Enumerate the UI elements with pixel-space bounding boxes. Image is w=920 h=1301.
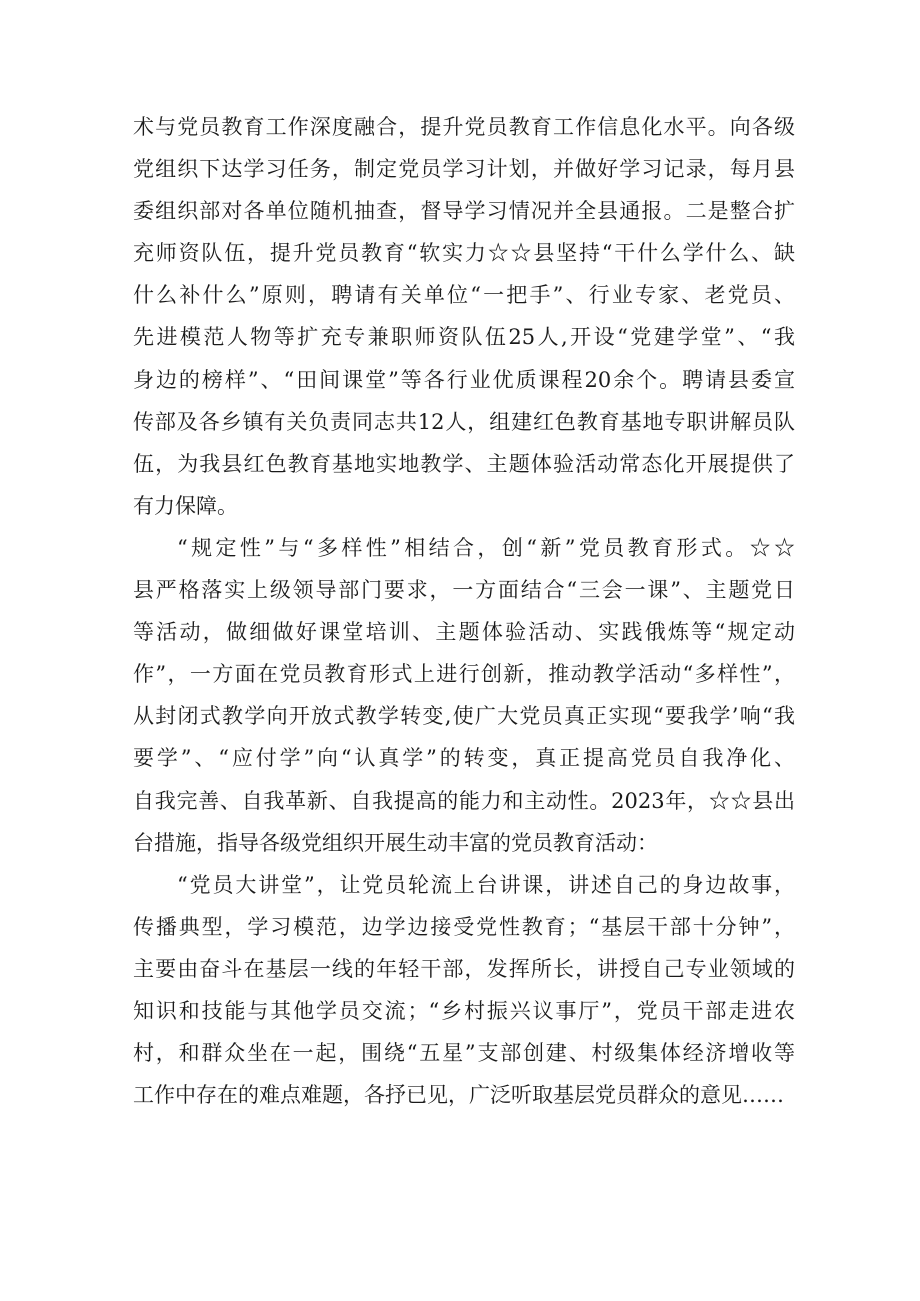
paragraph-1 bbox=[133, 106, 795, 527]
text-line: 委组织部对各单位随机抽查，督导学习情况并全县通报。二是整合扩 bbox=[133, 199, 795, 224]
text-line: 从封闭式教学向开放式教学转变,使广大党员真正实现“要我学’响“我 bbox=[133, 704, 795, 729]
text-line: 等活动，做细做好课堂培训、主题体验活动、实践俄炼等“规定动 bbox=[133, 620, 795, 645]
text-line: 先进模范人物等扩充专兼职师资队伍25人,开设“党建学堂”、“我 bbox=[133, 325, 795, 350]
text-line: 术与党员教育工作深度融合，提升党员教育工作信息化水平。向各级 bbox=[133, 115, 795, 139]
text-line: 村，和群众坐在一起，围绕“五星”支部创建、村级集体经济增收等 bbox=[133, 1041, 795, 1066]
text-line: 作”，一方面在党员教育形式上进行创新，推动教学活动“多样性”， bbox=[133, 662, 795, 687]
text-line: 知识和技能与其他学员交流；“乡村振兴议事厅”，党员干部走进农 bbox=[133, 998, 795, 1023]
text-line: 身边的榜样”、“田间课堂”等各行业优质课程20余个。聘请县委宣 bbox=[133, 367, 795, 392]
text-line: 工作中存在的难点难题，各抒已见，广泛听取基层党员群众的意见…… bbox=[133, 1083, 784, 1108]
text-line: 党组织下达学习任务，制定党员学习计划，并做好学习记录，每月县 bbox=[133, 157, 795, 182]
text-line: 伍，为我县红色教育基地实地教学、主题体验活动常态化开展提供了 bbox=[133, 451, 795, 476]
text-line: “规定性”与“多样性”相结合，创“新”党员教育形式。☆☆ bbox=[177, 535, 795, 560]
document-body bbox=[133, 106, 795, 1116]
text-line: 台措施，指导各级党组织开展生动丰富的党员教育活动： bbox=[133, 830, 658, 855]
text-line: 有力保障。 bbox=[133, 493, 238, 518]
paragraph-2 bbox=[133, 527, 795, 864]
paragraph-3 bbox=[133, 864, 795, 1117]
text-line: 要学”、“应付学”向“认真学”的转变，真正提高党员自我净化、 bbox=[133, 746, 795, 771]
text-line: 自我完善、自我革新、自我提高的能力和主动性。2023年，☆☆县出 bbox=[133, 788, 795, 813]
text-line: 传部及各乡镇有关负责同志共12人，组建红色教育基地专职讲解员队 bbox=[133, 409, 795, 434]
text-line: 什么补什么”原则，聘请有关单位“一把手”、行业专家、老党员、 bbox=[133, 283, 795, 308]
text-line: 传播典型，学习模范，边学边接受党性教育；“基层干部十分钟”， bbox=[133, 914, 795, 939]
text-line: 充师资队伍，提升党员教育“软实力☆☆县坚持“干什么学什么、缺 bbox=[133, 241, 795, 266]
text-line: 主要由奋斗在基层一线的年轻干部，发挥所长，讲授自己专业领域的 bbox=[133, 956, 795, 981]
text-line: 县严格落实上级领导部门要求，一方面结合“三会一课”、主题党日 bbox=[133, 578, 795, 603]
text-line: “党员大讲堂”，让党员轮流上台讲课，讲述自己的身边故事， bbox=[177, 872, 795, 897]
